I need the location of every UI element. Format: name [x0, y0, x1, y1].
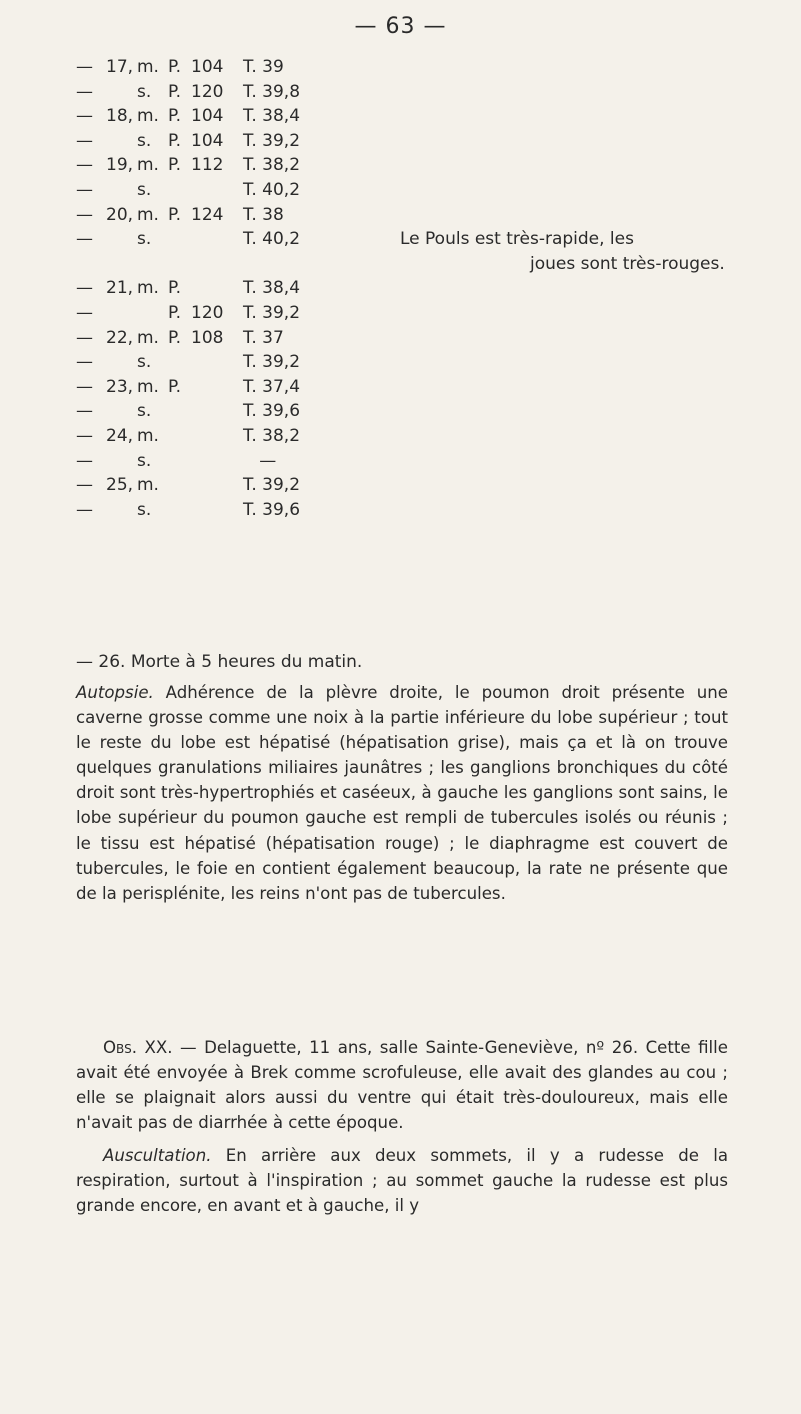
row-day: 25, [106, 475, 134, 496]
row-time: m. [137, 278, 159, 299]
row-pulse-label: P. [168, 130, 182, 151]
row-dash: — [76, 401, 93, 422]
row-temperature: T. 39,2 [243, 130, 301, 151]
row-pulse-label: P. [168, 155, 182, 176]
row-pulse-label: P. [168, 376, 182, 397]
row-dash: — [76, 106, 93, 127]
row-time: s. [137, 352, 152, 373]
row-dash: — [76, 499, 93, 520]
row-temperature: T. 39,2 [243, 352, 301, 373]
row-temperature: — [243, 450, 277, 471]
row-temperature: T. 38,2 [243, 155, 301, 176]
row-temperature: T. 38,4 [243, 106, 301, 127]
row-time: s. [137, 499, 152, 520]
row-time: m. [137, 204, 159, 225]
row-dash: — [76, 376, 93, 397]
auscultation-paragraph [76, 1143, 728, 1218]
row-note: Le Pouls est très-rapide, les [400, 229, 634, 250]
row-dash: — [76, 229, 93, 250]
row-temperature: T. 37 [243, 327, 284, 348]
row-dash: — [76, 352, 93, 373]
row-time: m. [137, 57, 159, 77]
row-pulse-label: P. [168, 81, 182, 102]
row-time: s. [137, 81, 152, 102]
row-temperature: T. 38,4 [243, 278, 301, 299]
row-pulse-value: 104 [191, 106, 224, 127]
row-note: joues sont très-rouges. [530, 253, 725, 274]
row-day: 18, [106, 106, 134, 127]
auscultation-text: En arrière aux deux sommets, il y a rudesse de la respiration, surtout à l'inspiration ; au sommet gauche la rudesse est plus grande encore, en avant et à gauche, il y [76, 1146, 728, 1216]
row-pulse-label: P. [168, 106, 182, 127]
row-time: m. [137, 327, 159, 348]
row-temperature: T. 40,2 [243, 179, 301, 200]
observation-paragraph [76, 1035, 728, 1135]
row-time: s. [137, 450, 152, 471]
row-day: 21, [106, 278, 134, 299]
row-pulse-label: P. [168, 57, 182, 77]
row-temperature: T. 37,4 [243, 376, 301, 397]
row-temperature: T. 39,2 [243, 302, 301, 323]
row-day: 20, [106, 204, 134, 225]
row-time: m. [137, 106, 159, 127]
row-dash: — [76, 204, 93, 225]
row-pulse-label: P. [168, 302, 182, 323]
observation-text: — Delaguette, 11 ans, salle Sainte-Geneviève, nº 26. Cette fille avait été envoyée à Brek comme scrofuleuse, elle avait des glandes au cou ; elle se plaignait alors aussi du ventre qui était très-douloureux, mais elle n'avait pas de diarrhée à cette époque. [76, 1038, 728, 1133]
row-temperature: T. 39,2 [243, 475, 301, 496]
row-pulse-value: 124 [191, 204, 224, 225]
row-temperature: T. 39 [243, 57, 284, 77]
observation-label: Obs. XX. [103, 1038, 173, 1057]
row-dash: — [76, 475, 93, 496]
auscultation-label: Auscultation. [103, 1146, 212, 1165]
row-day: 22, [106, 327, 134, 348]
row-pulse-value: 104 [191, 130, 224, 151]
row-temperature: T. 38,2 [243, 425, 301, 446]
autopsy-label: Autopsie. [76, 683, 154, 702]
page-number: — 63 — [354, 14, 447, 39]
row-time: s. [137, 130, 152, 151]
row-time: m. [137, 425, 159, 446]
row-pulse-value: 104 [191, 57, 224, 77]
row-pulse-value: 120 [191, 302, 224, 323]
row-dash: — [76, 327, 93, 348]
row-dash: — [76, 302, 93, 323]
row-pulse-value: 108 [191, 327, 224, 348]
row-dash: — [76, 450, 93, 471]
row-day: 19, [106, 155, 134, 176]
row-dash: — [76, 425, 93, 446]
row-pulse-value: 120 [191, 81, 224, 102]
row-temperature: T. 40,2 [243, 229, 301, 250]
row-pulse-label: P. [168, 327, 182, 348]
row-temperature: T. 39,6 [243, 401, 301, 422]
autopsy-paragraph [76, 680, 728, 906]
row-dash: — [76, 179, 93, 200]
row-pulse-label: P. [168, 204, 182, 225]
row-temperature: T. 39,6 [243, 499, 301, 520]
final-entry: — 26. Morte à 5 heures du matin. [76, 652, 363, 672]
row-time: m. [137, 376, 159, 397]
row-dash: — [76, 130, 93, 151]
autopsy-text: Adhérence de la plèvre droite, le poumon droit présente une caverne grosse comme une noix à la partie inférieure du lobe supérieur ; tout le reste du lobe est hépatisé (hépatisation grise), mais ça et là on trouve quelques granulations miliaires jaunâtres ; les ganglions bronchiques du côté droit sont très-hypertrophiés et caséeux, à gauche les ganglions sont sains, le lobe supérieur du poumon gauche est rempli de tubercules isolés ou réunis ; le tissu est hépatisé (hépatisation rouge) ; le diaphragme est couvert de tubercules, le foie en contient également beaucoup, la rate ne présente que de la perisplénite, les reins n'ont pas de tubercules. [76, 683, 728, 903]
row-dash: — [76, 155, 93, 176]
row-dash: — [76, 81, 93, 102]
row-temperature: T. 39,8 [243, 81, 301, 102]
row-day: 17, [106, 57, 134, 77]
row-pulse-label: P. [168, 278, 182, 299]
row-temperature: T. 38 [243, 204, 284, 225]
row-day: 24, [106, 425, 134, 446]
row-day: 23, [106, 376, 134, 397]
row-time: s. [137, 179, 152, 200]
row-dash: — [76, 57, 93, 77]
row-pulse-value: 112 [191, 155, 224, 176]
row-time: s. [137, 401, 152, 422]
row-time: m. [137, 155, 159, 176]
row-time: s. [137, 229, 152, 250]
row-dash: — [76, 278, 93, 299]
row-time: m. [137, 475, 159, 496]
